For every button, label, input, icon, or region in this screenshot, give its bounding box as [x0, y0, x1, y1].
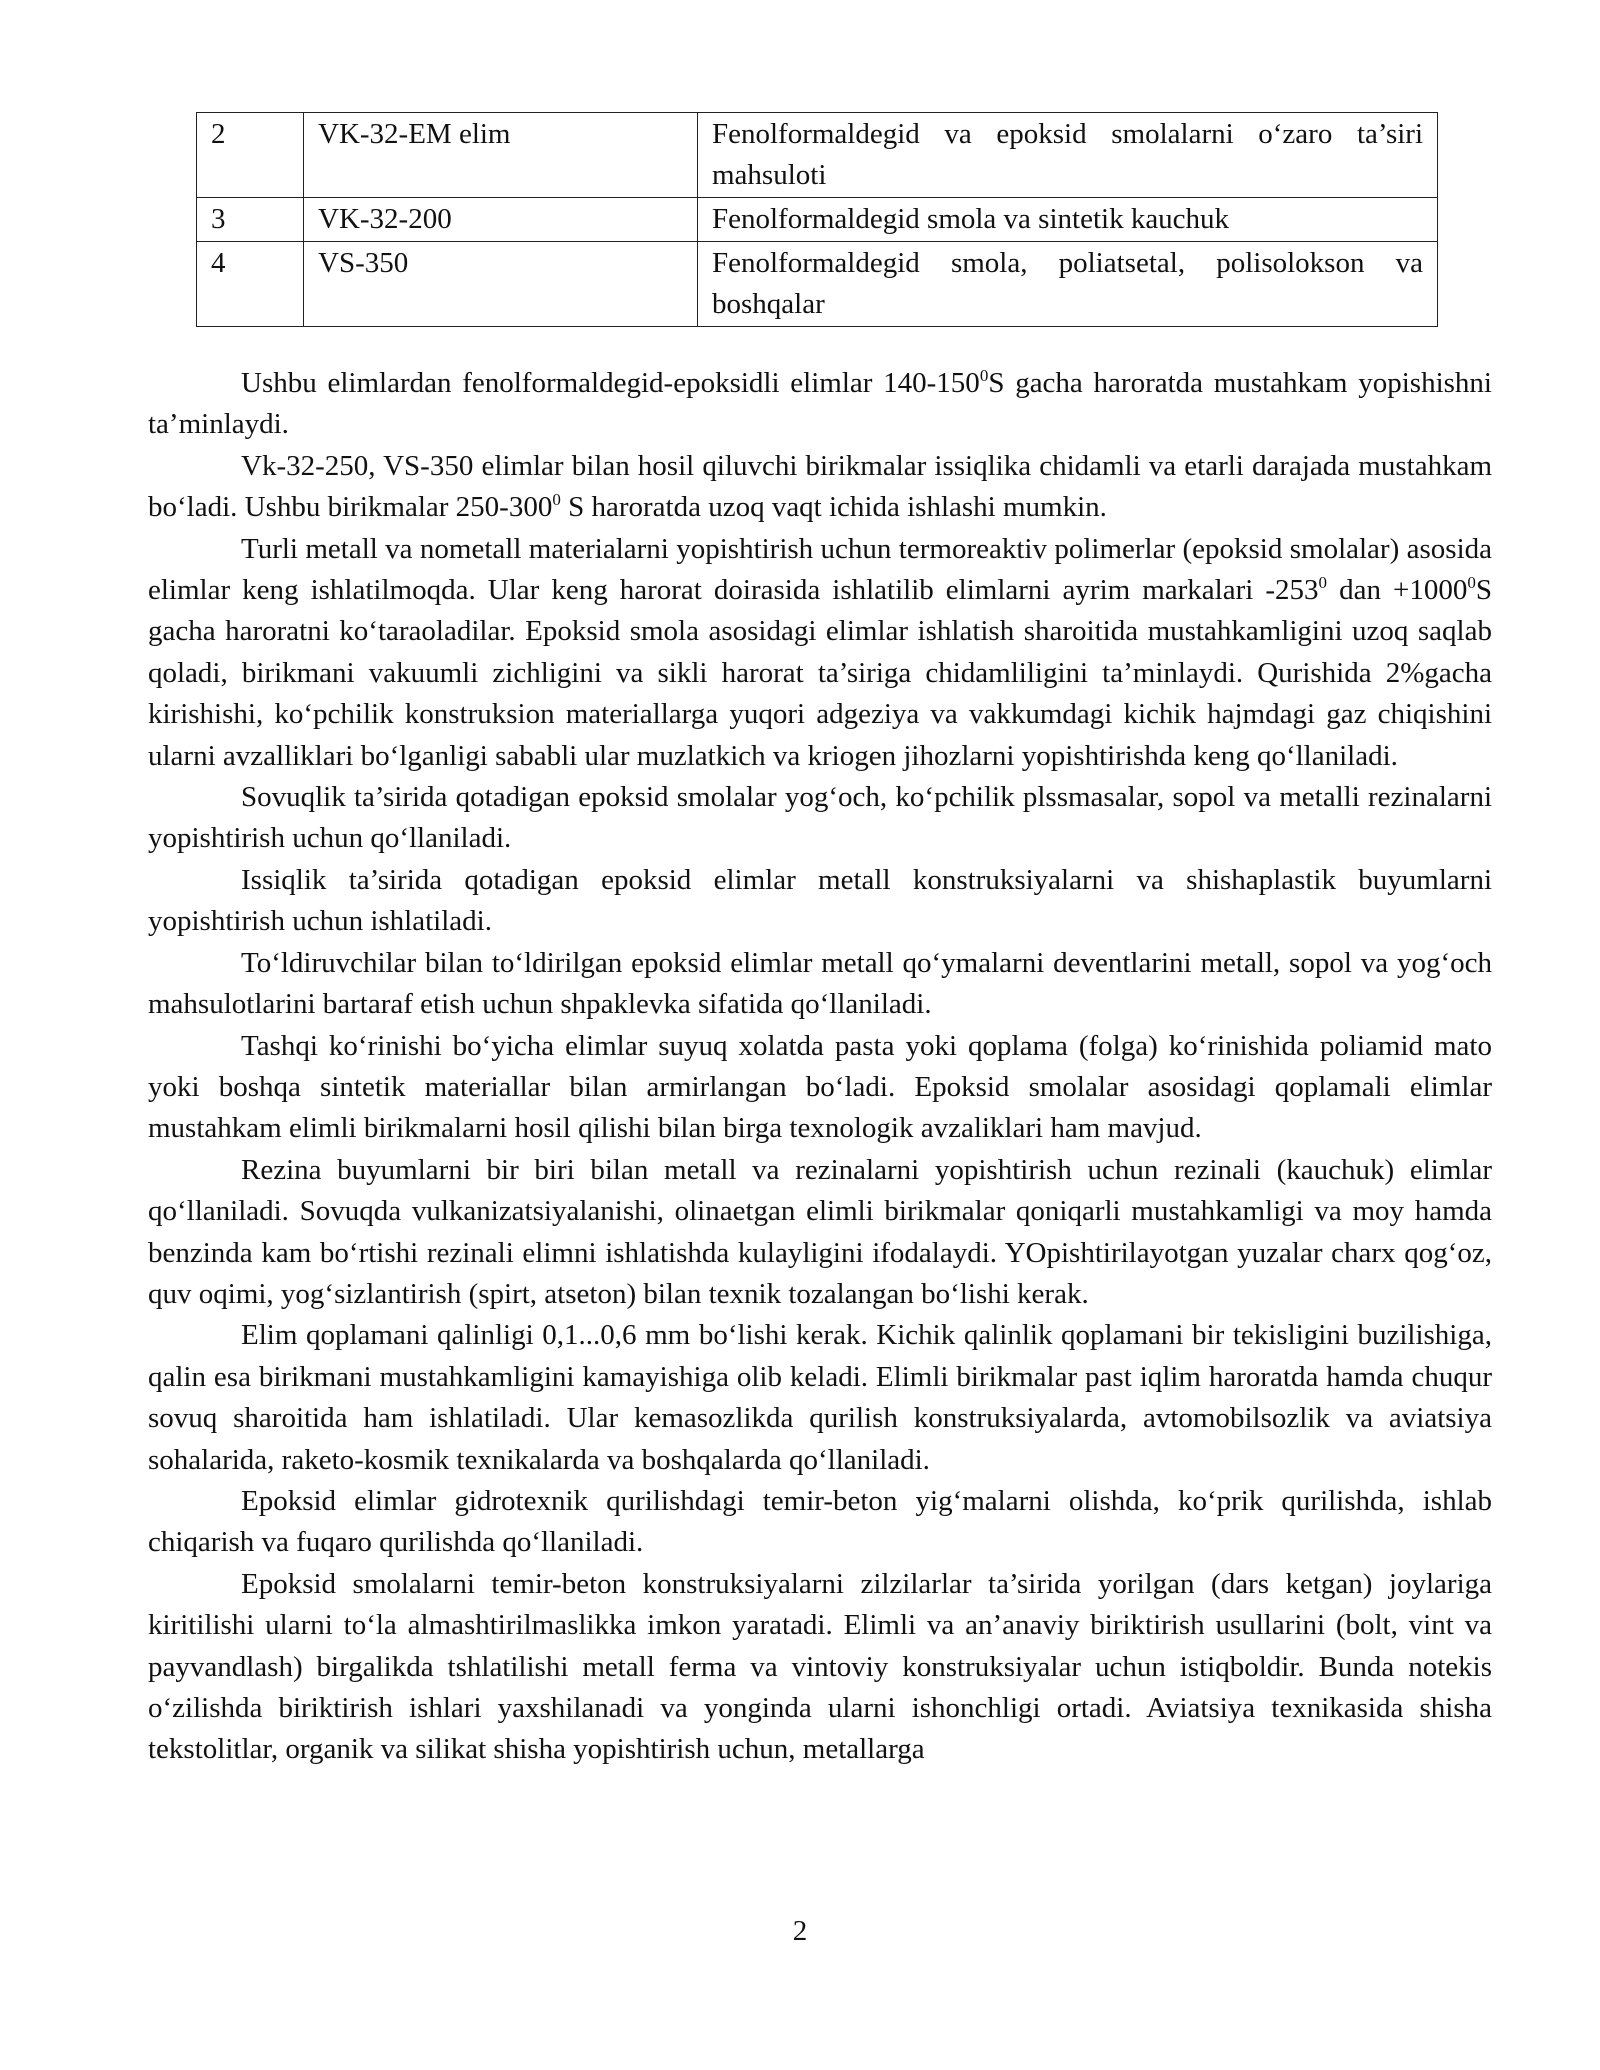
paragraph: To‘ldiruvchilar bilan to‘ldirilgan epoksid elimlar metall qo‘ymalarni deventlarini metall, sopol va yog‘och mahsulotlarini bartaraf etish uchun shpaklevka sifatida qo‘llaniladi. — [148, 946, 1492, 1021]
paragraph: Tashqi ko‘rinishi bo‘yicha elimlar suyuq xolatda pasta yoki qoplama (folga) ko‘rinishida poliamid mato yoki boshqa sintetik materiallar bilan armirlangan bo‘ladi. Epoksid smolalar asosidagi qoplamali elimlar mustahkam elimli birikmalarni hosil qilishi bilan birga texnologik avzaliklari ham mavjud. — [148, 1029, 1492, 1145]
paragraph — [148, 446, 1492, 529]
paragraph — [148, 363, 1492, 446]
paragraph-text: Turli metall va nometall materialarni yopishtirish uchun termoreaktiv polimerlar (epoksid smolalar) asosida elimlar keng ishlatilmoqda. Ular keng harorat doirasida ishlatilib elimlarni ayrim markalari -253 — [148, 532, 1492, 607]
paragraph — [148, 529, 1492, 777]
page-number: 2 — [792, 1915, 808, 1947]
table-cell-number: 2 — [197, 113, 304, 198]
paragraph: Issiqlik ta’sirida qotadigan epoksid elimlar metall konstruksiyalarni va shishaplastik buyumlarni yopishtirish uchun ishlatiladi. — [148, 863, 1492, 938]
paragraph-text: Vk-32-250, VS-350 elimlar bilan hosil qiluvchi birikmalar issiqlika chidamli va etarli darajada mustahkam bo‘ladi. Ushbu birikmalar 250-300 — [148, 449, 1492, 524]
degree-superscript: 0 — [979, 366, 989, 385]
paragraph-text: S haroratda uzoq vaqt ichida ishlashi mumkin. — [560, 491, 1107, 524]
degree-superscript: 0 — [552, 490, 561, 510]
table-cell-description: Fenolformaldegid smola va sintetik kauchuk — [698, 198, 1438, 242]
table-cell-name: VK-32-200 — [304, 198, 698, 242]
paragraph-text: Ushbu elimlardan fenolformaldegid-epoksidli elimlar 140-150 — [241, 367, 980, 399]
paragraph: Epoksid elimlar gidrotexnik qurilishdagi temir-beton yig‘malarni olishda, ko‘prik qurilishda, ishlab chiqarish va fuqaro qurilishda qo‘llaniladi. — [148, 1484, 1492, 1559]
table-cell-number: 3 — [197, 198, 304, 242]
table-cell-description: Fenolformaldegid smola, poliatsetal, polisolokson va boshqalar — [698, 242, 1438, 327]
table-cell-number: 4 — [197, 242, 304, 327]
degree-superscript: 0 — [1318, 573, 1328, 593]
table-row — [197, 198, 1438, 242]
paragraph: Elim qoplamani qalinligi 0,1...0,6 mm bo‘lishi kerak. Kichik qalinlik qoplamani bir tekisligini buzilishiga, qalin esa birikmani mustahkamligini kamayishiga olib keladi. Elimli birikmalar past iqlim haroratda hamda chuqur sovuq sharoitida ham ishlatiladi. Ular kemasozlikda qurilish konstruksiyalarda, avtomobilsozlik va aviatsiya sohalarida, raketo-kosmik texnikalarda va boshqalarda qo‘llaniladi. — [148, 1319, 1492, 1476]
paragraph: Rezina buyumlarni bir biri bilan metall va rezinalarni yopishtirish uchun rezinali (kauchuk) elimlar qo‘llaniladi. Sovuqda vulkanizatsiyalanishi, olinaetgan elimli birikmalar qoniqarli mustahkamligi va moy hamda benzinda kam bo‘rtishi rezinali elimni ishlatishda kulayligini ifodalaydi. YOpishtirilayotgan yuzalar charx qog‘oz, quv oqimi, yog‘sizlantirish (spirt, atseton) bilan texnik tozalangan bo‘lishi kerak. — [148, 1153, 1492, 1310]
table-cell-name: VK-32-EM elim — [304, 113, 698, 198]
paragraph-text: S gacha haroratni ko‘taraoladilar. Epoksid smola asosidagi elimlar ishlatish sharoitida mustahkamligini uzoq saqlab qoladi, birikmani vakuumli zichligini va sikli harorat ta’siriga chidamliligini ta’minlaydi. Qurishida 2%gacha kirishishi, ko‘pchilik konstruksion materiallarga yuqori adgeziya va vakkumdagi kichik hajmdagi gaz chiqishini ularni avzalliklari bo‘lganligi sababli ular muzlatkich va kriogen jihozlarni yopishtirishda keng qo‘llaniladi. — [148, 574, 1492, 772]
paragraph: Epoksid smolalarni temir-beton konstruksiyalarni zilzilarlar ta’sirida yorilgan (dars ketgan) joylariga kiritilishi ularni to‘la almashtirilmaslikka imkon yaratadi. Elimli va an’anaviy biriktirish usullarini (bolt, vint va payvandlash) birgalikda tshlatilishi metall ferma va vintoviy konstruksiyalar uchun istiqboldir. Bunda notekis o‘zilishda biriktirish ishlari yaxshilanadi va yonginda ularni ishonchligi ortadi. Aviatsiya texnikasida shisha tekstolitlar, organik va silikat shisha yopishtirish uchun, metallarga — [148, 1567, 1492, 1766]
paragraph-text: S gacha haroratda mustahkam yopishishni ta’minlaydi. — [148, 367, 1492, 441]
table-cell-name: VS-350 — [304, 242, 698, 327]
table-row — [197, 242, 1438, 327]
degree-superscript: 0 — [1467, 573, 1476, 593]
adhesive-table — [196, 112, 1438, 327]
paragraph: Sovuqlik ta’sirida qotadigan epoksid smolalar yog‘och, ko‘pchilik plssmasalar, sopol va metalli rezinalarni yopishtirish uchun qo‘llaniladi. — [148, 781, 1492, 855]
body-text — [148, 363, 1492, 1771]
paragraph-text: dan +1000 — [1327, 574, 1468, 607]
table-row — [197, 113, 1438, 198]
table-cell-description: Fenolformaldegid va epoksid smolalarni o‘zaro ta’siri mahsuloti — [698, 113, 1438, 198]
